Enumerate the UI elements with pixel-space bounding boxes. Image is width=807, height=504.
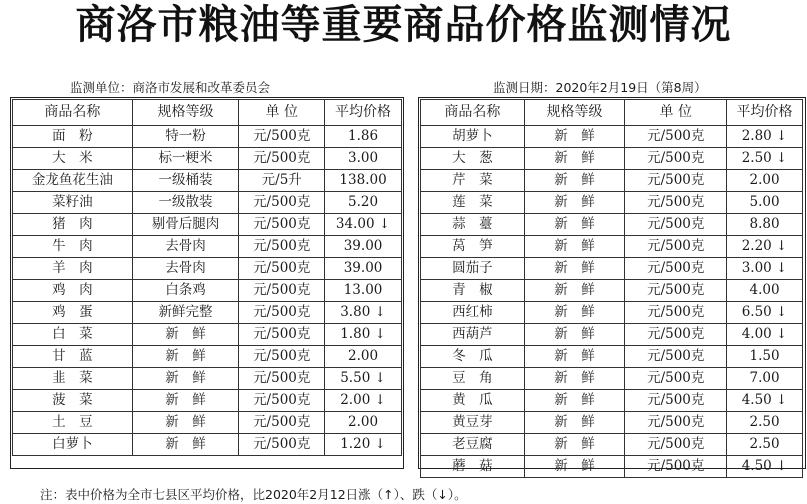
unit-cell: 元/500克 bbox=[625, 170, 727, 192]
product-name-cell: 黄 瓜 bbox=[421, 390, 525, 412]
product-name-cell: 菜籽油 bbox=[13, 192, 133, 214]
unit-cell: 元/500克 bbox=[239, 236, 325, 258]
grade-cell: 新鲜完整 bbox=[132, 302, 239, 324]
product-name-cell: 冬 瓜 bbox=[421, 346, 525, 368]
table-row bbox=[421, 390, 803, 412]
price-cell: 2.50 bbox=[727, 412, 803, 434]
product-name-cell: 鸡 肉 bbox=[13, 280, 133, 302]
header-product-name: 商品名称 bbox=[421, 100, 525, 126]
grade-cell: 新 鲜 bbox=[524, 148, 625, 170]
table-row bbox=[421, 456, 803, 478]
header-avg-price: 平均价格 bbox=[727, 100, 803, 126]
table-header-row bbox=[13, 100, 402, 126]
product-name-cell: 鸡 蛋 bbox=[13, 302, 133, 324]
monitor-date: 监测日期：2020年2月19日（第8周） bbox=[493, 80, 707, 95]
table-row bbox=[421, 280, 803, 302]
grade-cell: 新 鲜 bbox=[524, 214, 625, 236]
grade-cell: 新 鲜 bbox=[524, 236, 625, 258]
table-row bbox=[13, 368, 402, 390]
price-cell: 13.00 bbox=[325, 280, 402, 302]
price-cell: 2.00 bbox=[325, 346, 402, 368]
grade-cell: 一级散装 bbox=[132, 192, 239, 214]
product-name-cell: 牛 肉 bbox=[13, 236, 133, 258]
price-cell: 34.00 ↓ bbox=[325, 214, 402, 236]
price-cell: 5.50 ↓ bbox=[325, 368, 402, 390]
product-name-cell: 猪 肉 bbox=[13, 214, 133, 236]
price-cell: 3.00 ↓ bbox=[727, 258, 803, 280]
table-row bbox=[13, 236, 402, 258]
price-cell: 138.00 bbox=[325, 170, 402, 192]
unit-cell: 元/5升 bbox=[239, 170, 325, 192]
header-unit: 单 位 bbox=[625, 100, 727, 126]
table-row bbox=[13, 302, 402, 324]
grade-cell: 新 鲜 bbox=[524, 280, 625, 302]
grade-cell: 新 鲜 bbox=[524, 368, 625, 390]
unit-cell: 元/500克 bbox=[625, 412, 727, 434]
grade-cell: 新 鲜 bbox=[132, 390, 239, 412]
unit-cell: 元/500克 bbox=[239, 390, 325, 412]
product-name-cell: 黄豆芽 bbox=[421, 412, 525, 434]
price-cell: 5.00 bbox=[727, 192, 803, 214]
grade-cell: 新 鲜 bbox=[524, 412, 625, 434]
grade-cell: 白条鸡 bbox=[132, 280, 239, 302]
product-name-cell: 大 葱 bbox=[421, 148, 525, 170]
monitor-unit: 监测单位：商洛市发展和改革委员会 bbox=[70, 80, 271, 95]
page-title: 商洛市粮油等重要商品价格监测情况 bbox=[75, 2, 732, 48]
price-cell: 2.50 bbox=[727, 434, 803, 456]
grade-cell: 新 鲜 bbox=[524, 346, 625, 368]
unit-cell: 元/500克 bbox=[239, 324, 325, 346]
product-name-cell: 老豆腐 bbox=[421, 434, 525, 456]
unit-cell: 元/500克 bbox=[239, 258, 325, 280]
price-cell: 8.80 bbox=[727, 214, 803, 236]
header-product-name: 商品名称 bbox=[13, 100, 133, 126]
unit-cell: 元/500克 bbox=[239, 368, 325, 390]
price-cell: 2.50 ↓ bbox=[727, 148, 803, 170]
product-name-cell: 莲 菜 bbox=[421, 192, 525, 214]
product-name-cell: 白萝卜 bbox=[13, 434, 133, 456]
table-row bbox=[421, 214, 803, 236]
grade-cell: 去骨肉 bbox=[132, 258, 239, 280]
price-cell: 3.80 ↓ bbox=[325, 302, 402, 324]
product-name-cell: 羊 肉 bbox=[13, 258, 133, 280]
grade-cell: 新 鲜 bbox=[524, 170, 625, 192]
table-row bbox=[13, 346, 402, 368]
price-cell: 1.80 ↓ bbox=[325, 324, 402, 346]
grade-cell: 新 鲜 bbox=[524, 258, 625, 280]
price-cell: 39.00 bbox=[325, 258, 402, 280]
product-name-cell: 白 菜 bbox=[13, 324, 133, 346]
grade-cell: 一级桶装 bbox=[132, 170, 239, 192]
price-cell: 3.00 bbox=[325, 148, 402, 170]
unit-cell: 元/500克 bbox=[625, 456, 727, 478]
price-cell: 2.00 ↓ bbox=[325, 390, 402, 412]
table-row bbox=[421, 412, 803, 434]
grade-cell: 新 鲜 bbox=[132, 324, 239, 346]
footnote: 注：表中价格为全市七县区平均价格，比2020年2月12日涨（↑）、跌（↓）。 bbox=[40, 487, 467, 502]
unit-cell: 元/500克 bbox=[625, 302, 727, 324]
table-row bbox=[421, 324, 803, 346]
grade-cell: 新 鲜 bbox=[132, 412, 239, 434]
table-row bbox=[13, 170, 402, 192]
table-row bbox=[13, 390, 402, 412]
grade-cell: 新 鲜 bbox=[524, 126, 625, 148]
unit-cell: 元/500克 bbox=[625, 390, 727, 412]
unit-cell: 元/500克 bbox=[625, 280, 727, 302]
product-name-cell: 甘 蓝 bbox=[13, 346, 133, 368]
product-name-cell: 圆茄子 bbox=[421, 258, 525, 280]
table-row bbox=[421, 346, 803, 368]
product-name-cell: 韭 菜 bbox=[13, 368, 133, 390]
table-row bbox=[13, 192, 402, 214]
header-grade: 规格等级 bbox=[132, 100, 239, 126]
product-name-cell: 胡萝卜 bbox=[421, 126, 525, 148]
price-cell: 6.50 ↓ bbox=[727, 302, 803, 324]
price-table-right bbox=[420, 99, 803, 478]
unit-cell: 元/500克 bbox=[625, 258, 727, 280]
unit-cell: 元/500克 bbox=[625, 434, 727, 456]
unit-cell: 元/500克 bbox=[239, 302, 325, 324]
price-cell: 2.80 ↓ bbox=[727, 126, 803, 148]
unit-cell: 元/500克 bbox=[239, 412, 325, 434]
table-row bbox=[421, 170, 803, 192]
unit-cell: 元/500克 bbox=[239, 346, 325, 368]
table-row bbox=[13, 148, 402, 170]
unit-cell: 元/500克 bbox=[239, 214, 325, 236]
price-cell: 39.00 bbox=[325, 236, 402, 258]
price-cell: 2.00 bbox=[727, 170, 803, 192]
header-unit: 单 位 bbox=[239, 100, 325, 126]
grade-cell: 去骨肉 bbox=[132, 236, 239, 258]
table-row bbox=[421, 302, 803, 324]
product-name-cell: 西葫芦 bbox=[421, 324, 525, 346]
price-cell: 7.00 bbox=[727, 368, 803, 390]
product-name-cell: 菠 菜 bbox=[13, 390, 133, 412]
product-name-cell: 大 米 bbox=[13, 148, 133, 170]
product-name-cell: 青 椒 bbox=[421, 280, 525, 302]
grade-cell: 剔骨后腿肉 bbox=[132, 214, 239, 236]
unit-cell: 元/500克 bbox=[625, 346, 727, 368]
table-row bbox=[421, 148, 803, 170]
grade-cell: 新 鲜 bbox=[132, 346, 239, 368]
table-row bbox=[13, 434, 402, 456]
table-header-row bbox=[421, 100, 803, 126]
table-row bbox=[421, 434, 803, 456]
grade-cell: 新 鲜 bbox=[524, 434, 625, 456]
product-name-cell: 蒜 薹 bbox=[421, 214, 525, 236]
unit-cell: 元/500克 bbox=[625, 236, 727, 258]
product-name-cell: 蘑 菇 bbox=[421, 456, 525, 478]
product-name-cell: 芹 菜 bbox=[421, 170, 525, 192]
product-name-cell: 土 豆 bbox=[13, 412, 133, 434]
table-row bbox=[421, 126, 803, 148]
grade-cell: 新 鲜 bbox=[132, 434, 239, 456]
unit-cell: 元/500克 bbox=[625, 368, 727, 390]
product-name-cell: 豆 角 bbox=[421, 368, 525, 390]
price-table-left bbox=[12, 99, 402, 456]
price-cell: 1.50 bbox=[727, 346, 803, 368]
table-row bbox=[13, 258, 402, 280]
header-grade: 规格等级 bbox=[524, 100, 625, 126]
grade-cell: 新 鲜 bbox=[524, 324, 625, 346]
product-name-cell: 莴 笋 bbox=[421, 236, 525, 258]
grade-cell: 新 鲜 bbox=[524, 390, 625, 412]
table-row bbox=[13, 214, 402, 236]
unit-cell: 元/500克 bbox=[625, 126, 727, 148]
header-avg-price: 平均价格 bbox=[325, 100, 402, 126]
price-cell: 4.50 ↓ bbox=[727, 390, 803, 412]
grade-cell: 新 鲜 bbox=[524, 302, 625, 324]
table-row bbox=[13, 324, 402, 346]
table-row bbox=[421, 192, 803, 214]
table-row bbox=[421, 258, 803, 280]
price-cell: 4.00 bbox=[727, 280, 803, 302]
grade-cell: 标一粳米 bbox=[132, 148, 239, 170]
grade-cell: 新 鲜 bbox=[524, 192, 625, 214]
price-cell: 1.20 ↓ bbox=[325, 434, 402, 456]
price-cell: 4.00 ↓ bbox=[727, 324, 803, 346]
unit-cell: 元/500克 bbox=[239, 126, 325, 148]
price-cell: 5.20 bbox=[325, 192, 402, 214]
product-name-cell: 面 粉 bbox=[13, 126, 133, 148]
grade-cell: 新 鲜 bbox=[524, 456, 625, 478]
unit-cell: 元/500克 bbox=[625, 148, 727, 170]
unit-cell: 元/500克 bbox=[239, 280, 325, 302]
unit-cell: 元/500克 bbox=[239, 192, 325, 214]
price-cell: 2.00 bbox=[325, 412, 402, 434]
product-name-cell: 金龙鱼花生油 bbox=[13, 170, 133, 192]
product-name-cell: 西红柿 bbox=[421, 302, 525, 324]
table-row bbox=[13, 412, 402, 434]
table-row bbox=[421, 368, 803, 390]
unit-cell: 元/500克 bbox=[625, 214, 727, 236]
table-row bbox=[13, 280, 402, 302]
price-cell: 1.86 bbox=[325, 126, 402, 148]
unit-cell: 元/500克 bbox=[239, 434, 325, 456]
unit-cell: 元/500克 bbox=[625, 324, 727, 346]
table-row bbox=[13, 126, 402, 148]
price-cell: 2.20 ↓ bbox=[727, 236, 803, 258]
grade-cell: 新 鲜 bbox=[132, 368, 239, 390]
table-row bbox=[421, 236, 803, 258]
grade-cell: 特一粉 bbox=[132, 126, 239, 148]
price-cell: 4.50 ↓ bbox=[727, 456, 803, 478]
unit-cell: 元/500克 bbox=[625, 192, 727, 214]
unit-cell: 元/500克 bbox=[239, 148, 325, 170]
